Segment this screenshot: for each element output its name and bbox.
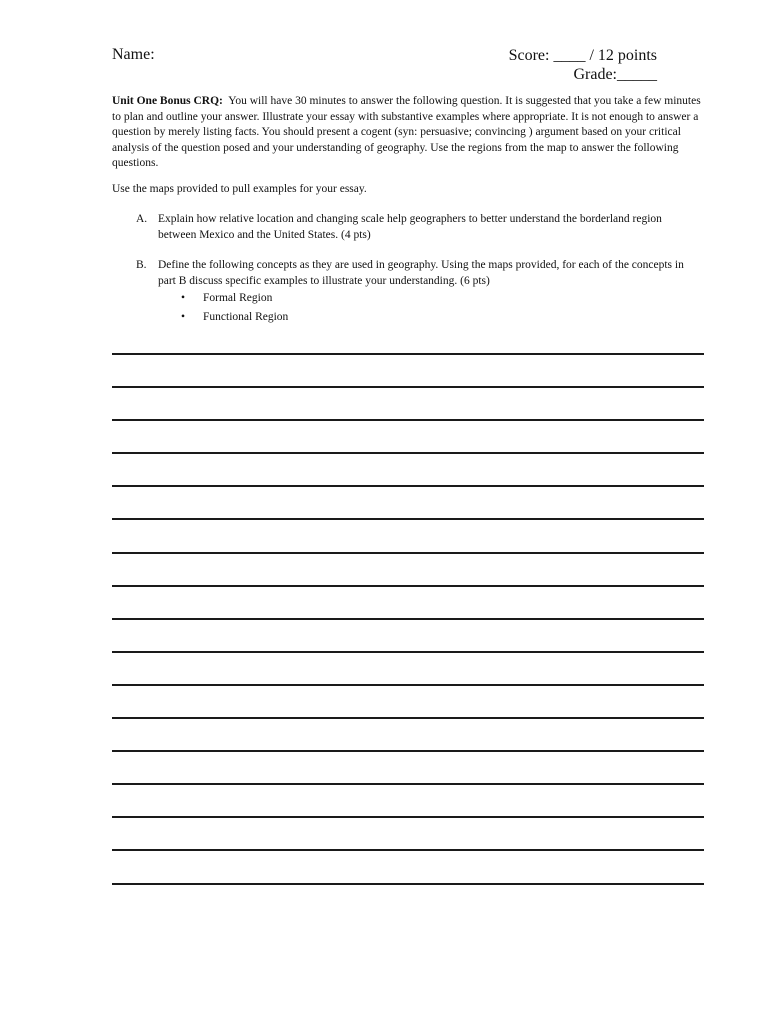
answer-line[interactable] xyxy=(112,684,704,686)
name-label: Name: xyxy=(112,46,155,63)
answer-line[interactable] xyxy=(112,552,704,554)
question-a-letter: A. xyxy=(136,213,148,225)
question-a xyxy=(136,212,696,243)
answer-line[interactable] xyxy=(112,485,704,487)
answer-line[interactable] xyxy=(112,618,704,620)
answer-line[interactable] xyxy=(112,750,704,752)
answer-line[interactable] xyxy=(112,717,704,719)
answer-lines xyxy=(112,353,704,916)
answer-line[interactable] xyxy=(112,651,704,653)
bullet-icon: • xyxy=(181,292,186,304)
answer-line[interactable] xyxy=(112,849,704,851)
instructions-paragraph xyxy=(112,94,704,172)
concept-item-functional-region xyxy=(181,308,288,327)
maps-instruction: Use the maps provided to pull examples for your essay. xyxy=(112,183,367,195)
concept-list xyxy=(181,289,288,327)
score-block xyxy=(509,46,657,84)
answer-line[interactable] xyxy=(112,585,704,587)
answer-line[interactable] xyxy=(112,419,704,421)
answer-line[interactable] xyxy=(112,386,704,388)
concept-label: Formal Region xyxy=(203,292,273,304)
question-b xyxy=(136,258,696,289)
question-b-letter: B. xyxy=(136,259,147,271)
answer-line[interactable] xyxy=(112,353,704,355)
grade-label: Grade:_____ xyxy=(573,66,657,83)
concept-item-formal-region xyxy=(181,289,288,308)
instructions-title: Unit One Bonus CRQ: xyxy=(112,95,223,107)
question-b-text: Define the following concepts as they are used in geography. Using the maps provided, for each of the concepts in part B discuss specific examples to illustrate your understanding. (6 pts) xyxy=(158,259,684,287)
instructions-body: You will have 30 minutes to answer the following question. It is suggested that you take a few minutes to plan and outline your answer. Illustrate your essay with substantive examples where appropriate. It is not enough to answer a question by merely listing facts. You should present a cogent (syn: persuasive; convincing ) argument based on your critical analysis of the question posed and your understanding of geography. Use the regions from the map to answer the following questions. xyxy=(112,95,701,169)
bullet-icon: • xyxy=(181,311,186,323)
concept-label: Functional Region xyxy=(203,311,289,323)
question-a-text: Explain how relative location and changing scale help geographers to better understand the borderland region between Mexico and the United States. (4 pts) xyxy=(158,213,662,241)
answer-line[interactable] xyxy=(112,783,704,785)
answer-line[interactable] xyxy=(112,816,704,818)
answer-line[interactable] xyxy=(112,883,704,885)
answer-line[interactable] xyxy=(112,452,704,454)
answer-line[interactable] xyxy=(112,518,704,520)
score-label: Score: ____ / 12 points xyxy=(508,47,657,64)
